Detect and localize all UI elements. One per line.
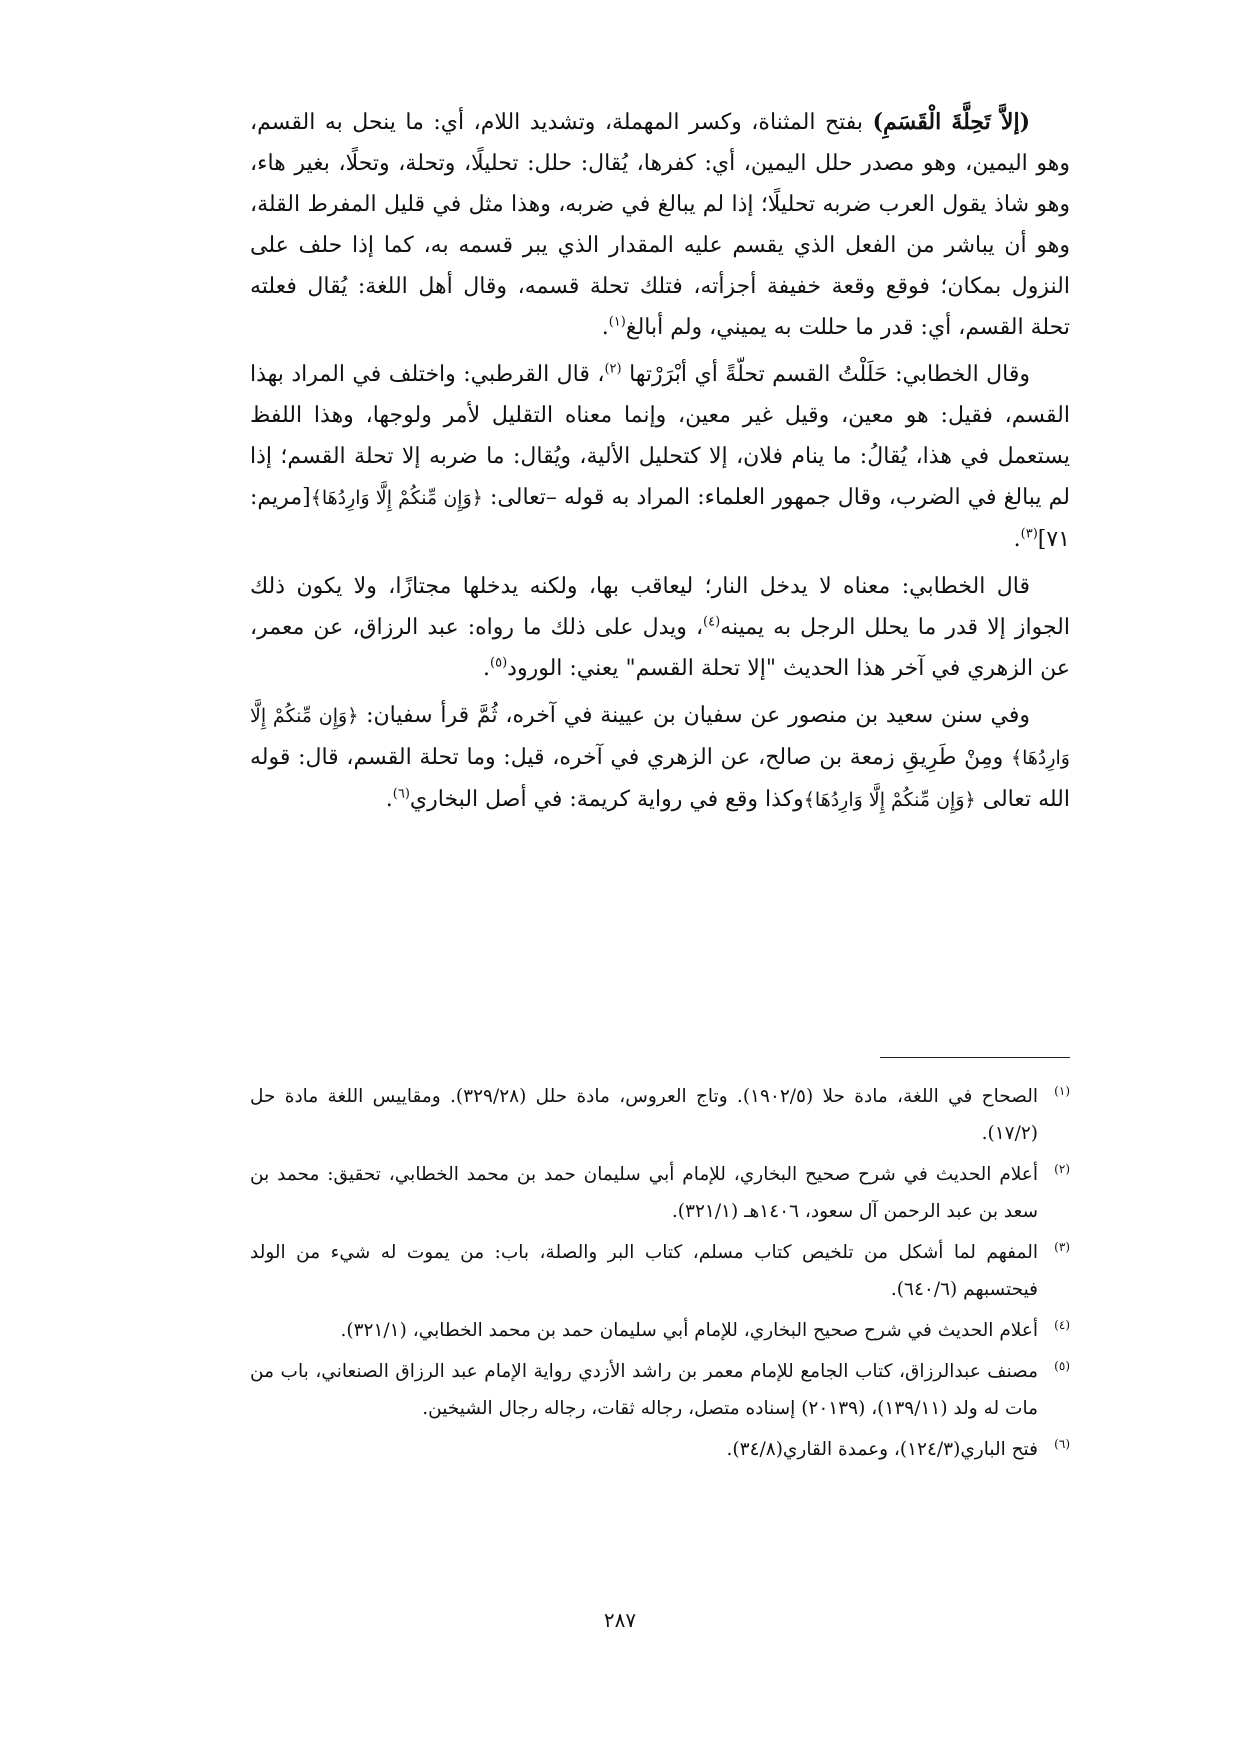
verse-citation: [مريم: ٧١] <box>250 485 1070 552</box>
footnote-ref[interactable]: (٣) <box>1020 526 1038 542</box>
footnote-text: فتح الباري(١٢٤/٣)، وعمدة القاري(٣٤/٨). <box>726 1439 1038 1460</box>
paragraph-text: ومِنْ طَرِيقِ زمعة بن صالح، عن الزهري في آخره، قيل: وما تحلة القسم، قال: قوله الله تعالى <box>250 745 1070 812</box>
footnote-text: أعلام الحديث في شرح صحيح البخاري، للإمام أبي سليمان حمد بن محمد الخطابي، (٣٢١/١). <box>340 1320 1038 1341</box>
punctuation: . <box>483 656 491 681</box>
footnote-item <box>250 1431 1070 1468</box>
paragraph-text: وكذا وقع في رواية كريمة: في أصل البخاري <box>409 787 804 812</box>
quran-verse: ﴿وَإِن مِّنكُمْ إِلَّا وَارِدُهَا﴾ <box>250 705 1070 769</box>
paragraph-1 <box>250 102 1070 348</box>
footnote-separator <box>880 1057 1070 1058</box>
footnote-text: المفهم لما أشكل من تلخيص كتاب مسلم، كتاب البر والصلة، باب: من يموت له شيء من الولد فيحتسبهم (٦٤٠/٦). <box>250 1242 1038 1300</box>
quran-verse: ﴿وَإِن مِّنكُمْ إِلَّا وَارِدُهَا﴾ <box>310 487 483 509</box>
paragraph-2 <box>250 354 1070 560</box>
lemma-heading: (إلاَّ تَحِلَّةَ الْقَسَمِ) <box>872 109 1030 135</box>
footnote-item <box>250 1078 1070 1152</box>
footnote-number: (٢) <box>1054 1162 1070 1176</box>
footnote-number: (٦) <box>1054 1437 1070 1451</box>
punctuation: . <box>1013 527 1021 552</box>
paragraph-text: قال الخطابي: معناه لا يدخل النار؛ ليعاقب بها، ولكنه يدخلها مجتازًا، ولا يكون ذلك الجواز إلا قدر ما يحلل الرجل به يمينه <box>250 574 1070 640</box>
footnote-ref[interactable]: (٢) <box>604 361 622 377</box>
footnote-ref[interactable]: (١) <box>608 314 626 330</box>
footnote-item <box>250 1312 1070 1349</box>
footnote-text: أعلام الحديث في شرح صحيح البخاري، للإمام أبي سليمان حمد بن محمد الخطابي، تحقيق: محمد بن سعد بن عبد الرحمن آل سعود، ١٤٠٦هـ (٣٢١/١). <box>250 1164 1038 1222</box>
paragraph-text: وفي سنن سعيد بن منصور عن سفيان بن عيينة في آخره، ثُمَّ قرأ سفيان: <box>358 703 1030 728</box>
footnote-text: الصحاح في اللغة، مادة حلا (١٩٠٢/٥). وتاج العروس، مادة حلل (٣٢٩/٢٨). ومقاييس اللغة مادة حل (١٧/٢). <box>250 1086 1038 1144</box>
footnote-item <box>250 1156 1070 1230</box>
quran-verse: ﴿وَإِن مِّنكُمْ إِلَّا وَارِدُهَا﴾ <box>803 789 976 811</box>
footnote-item <box>250 1353 1070 1427</box>
footnote-ref[interactable]: (٥) <box>490 655 508 671</box>
paragraph-text: وقال الخطابي: حَلَلْتُ القسم تحلّةً أي أبْرَرْتها <box>621 362 1030 387</box>
punctuation: . <box>601 315 609 340</box>
main-text <box>250 102 1070 827</box>
footnote-ref[interactable]: (٦) <box>392 786 410 802</box>
punctuation: . <box>385 787 393 812</box>
page-number: ٢٨٧ <box>603 1608 637 1632</box>
paragraph-3 <box>250 566 1070 689</box>
footnote-number: (٣) <box>1054 1240 1070 1254</box>
paragraph-text: ، قال القرطبي: واختلف في المراد بهذا القسم، فقيل: هو معين، وقيل غير معين، وإنما معناه التقليل لأمر ولوجها، وهذا اللفظ يستعمل في هذا، يُقالُ: ما ينام فلان، إلا كتحليل الألية، ويُقال: ما ضربه إلا تحلة القسم؛ إذا لم يبالغ في الضرب، وقال جمهور العلماء: المراد به قوله –تعالى: <box>250 362 1070 510</box>
footnote-number: (٤) <box>1054 1318 1070 1332</box>
footnote-text: مصنف عبدالرزاق، كتاب الجامع للإمام معمر بن راشد الأزدي رواية الإمام عبد الرزاق الصنعاني، باب من مات له ولد (١٣٩/١١)، (٢٠١٣٩) إسناده متصل، رجاله ثقات، رجاله رجال الشيخين. <box>250 1361 1038 1419</box>
footnote-ref[interactable]: (٤) <box>703 614 721 630</box>
footnote-item <box>250 1234 1070 1308</box>
footnote-number: (٥) <box>1054 1359 1070 1373</box>
paragraph-text: بفتح المثناة، وكسر المهملة، وتشديد اللام، أي: ما ينحل به القسم، وهو اليمين، وهو مصدر حلل اليمين، أي: كفرها، يُقال: حلل: تحليلًا، وتحلة، وتحلًا، بغير هاء، وهو شاذ يقول العرب ضربه تحليلًا؛ إذا لم يبالغ في ضربه، وهذا مثل في قليل المفرط القلة، وهو أن يباشر من الفعل الذي يقسم عليه المقدار الذي يبر قسمه به، كما إذا حلف على النزول بمكان؛ فوقع وقعة خفيفة أجزأته، فتلك تحلة قسمه، وقال أهل اللغة: يُقال فعلته تحلة القسم، أي: قدر ما حللت به يميني، ولم أبالغ <box>250 110 1070 340</box>
paragraph-4 <box>250 695 1070 821</box>
footnotes-section <box>250 1078 1070 1472</box>
footnote-number: (١) <box>1054 1084 1070 1098</box>
paragraph-text: ، ويدل على ذلك ما رواه: عبد الرزاق، عن معمر، عن الزهري في آخر هذا الحديث "إلا تحلة القسم" يعني: الورود <box>250 615 1070 681</box>
